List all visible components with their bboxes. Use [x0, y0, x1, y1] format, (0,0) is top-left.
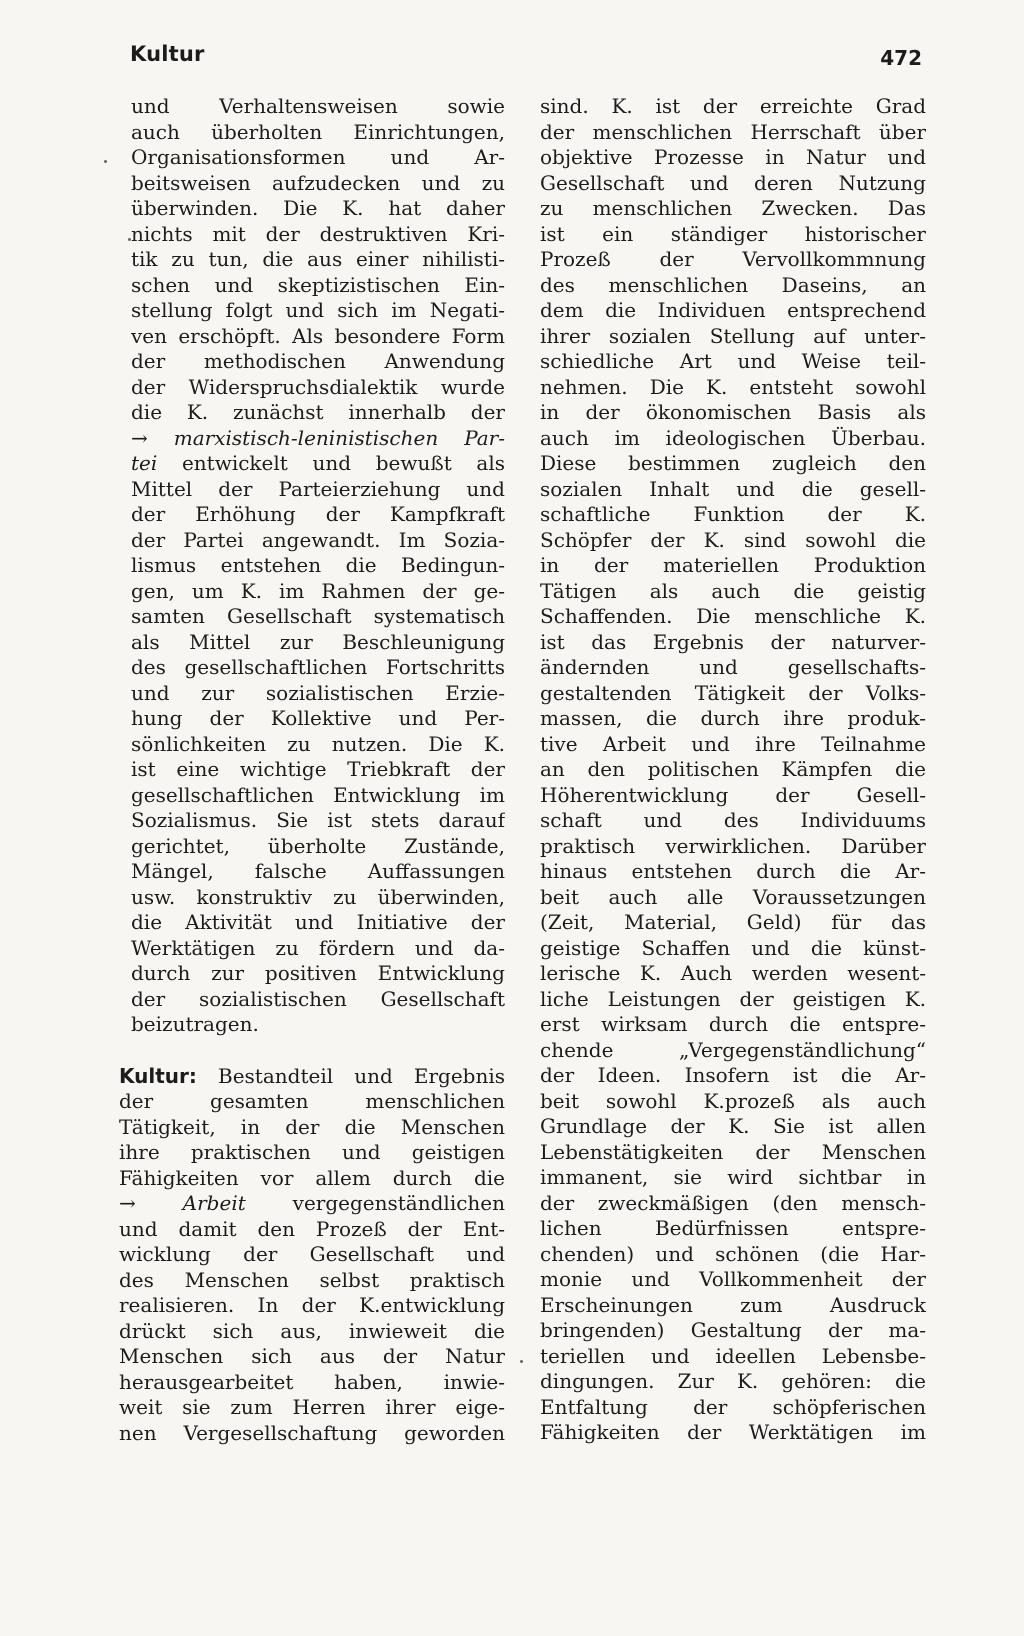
text-line: drückt sich aus, inwieweit die [119, 1318, 505, 1343]
entry-head-line [119, 1064, 505, 1090]
text-line: tive Arbeit und ihre Teilnahme [540, 731, 926, 756]
running-head: Kultur [130, 42, 205, 66]
text-line: lerische K. Auch werden wesent- [540, 961, 926, 985]
text-line: Schöpfer der K. sind sowohl die [540, 527, 926, 552]
paragraph-gap [119, 1038, 505, 1064]
text-line: lichen Bedürfnissen entspre- [540, 1216, 926, 1240]
text-line: Schaffenden. Die menschliche K. [540, 604, 926, 628]
text-line: massen, die durch ihre produk- [540, 706, 926, 730]
text-line: ist eine wichtige Triebkraft der [131, 757, 505, 781]
scan-speck [520, 1360, 523, 1363]
text-line: sönlichkeiten zu nutzen. Die K. [131, 731, 505, 756]
text-line: sozialen Inhalt und die gesell- [540, 476, 926, 501]
text-line: nichts mit der destruktiven Kri- [131, 221, 505, 246]
text-line: Grundlage der K. Sie ist allen [540, 1114, 926, 1138]
text-line: Fähigkeiten vor allem durch die [119, 1165, 505, 1190]
text-line: der Erhöhung der Kampfkraft [131, 502, 505, 526]
text-line: der Partei angewandt. Im Sozia- [131, 527, 505, 552]
text-line: Menschen sich aus der Natur [119, 1344, 505, 1368]
crossref-line [119, 426, 505, 452]
text-line: gestaltenden Tätigkeit der Volks- [540, 680, 926, 705]
text-line: Sozialismus. Sie ist stets darauf [131, 808, 505, 832]
page-number: 472 [880, 46, 922, 70]
text-line: Höherentwicklung der Gesell- [540, 782, 926, 807]
text-line: in der materiellen Produktion [540, 553, 926, 577]
text-line: Tätigen als auch die geistig [540, 578, 926, 603]
crossref-line [119, 451, 505, 477]
text-line: als Mittel zur Beschleunigung [131, 629, 505, 654]
text-line: die Aktivität und Initiative der [131, 910, 505, 934]
text-line: praktisch verwirklichen. Darüber [540, 833, 926, 858]
text-line: beizutragen. [131, 1012, 259, 1036]
text-line: schaftliche Funktion der K. [540, 502, 926, 526]
text-line: chende „Vergegenständlichung“ [540, 1037, 926, 1062]
text-line: chenden) und schönen (die Har- [540, 1241, 926, 1266]
text-line: dem die Individuen entsprechend [540, 298, 926, 322]
text-line: dingungen. Zur K. gehören: die [540, 1369, 926, 1393]
text-span: entwickelt und bewußt als [181, 451, 505, 475]
text-line: auch im ideologischen Überbau. [540, 425, 926, 450]
text-line: gerichtet, überholte Zustände, [131, 833, 505, 858]
text-line: lismus entstehen die Bedingun- [131, 553, 505, 577]
text-line: Mängel, falsche Auffassungen [131, 859, 505, 883]
text-line: der zweckmäßigen (den mensch- [540, 1190, 926, 1215]
text-line: Tätigkeit, in der die Menschen [119, 1114, 505, 1139]
text-line: herausgearbeitet haben, inwie- [119, 1369, 505, 1394]
scan-speck [128, 238, 131, 241]
text-line: liche Leistungen der geistigen K. [540, 986, 926, 1011]
crossref-arrow-icon: → [119, 1191, 136, 1215]
text-line: und Verhaltensweisen sowie [131, 94, 505, 118]
text-line: teriellen und ideellen Lebensbe- [540, 1343, 926, 1368]
text-line: hung der Kollektive und Per- [131, 706, 505, 730]
text-line: Fähigkeiten der Werktätigen im [540, 1420, 926, 1444]
text-line: hinaus entstehen durch die Ar- [540, 859, 926, 883]
text-span: Bestandteil und Ergebnis [218, 1063, 505, 1088]
entry-lemma: Kultur: [119, 1063, 197, 1088]
text-line: erst wirksam durch die entspre- [540, 1012, 926, 1036]
text-line: ist ein ständiger historischer [540, 221, 926, 246]
text-line: und zur sozialistischen Erzie- [131, 680, 505, 705]
text-line: gesellschaftlichen Entwicklung im [131, 782, 505, 807]
text-span: vergegenständlichen [292, 1191, 505, 1215]
text-line: und damit den Prozeß der Ent- [119, 1216, 505, 1241]
text-line: der Widerspruchsdialektik wurde [131, 374, 505, 399]
text-line: nehmen. Die K. entsteht sowohl [540, 374, 926, 399]
text-line: stellung folgt und sich im Negati- [131, 298, 505, 322]
text-line: nen Vergesellschaftung geworden [119, 1420, 505, 1445]
text-line: beit auch alle Voraussetzungen [540, 884, 926, 909]
crossref-link[interactable]: marxistisch-leninistischen Par- [173, 425, 505, 450]
text-line: an den politischen Kämpfen die [540, 757, 926, 781]
text-line: schen und skeptizistischen Ein- [131, 272, 505, 297]
text-line: monie und Vollkommenheit der [540, 1267, 926, 1291]
crossref-link[interactable]: tei [131, 451, 158, 475]
text-line: ihre praktischen und geistigen [119, 1140, 505, 1164]
text-line: der menschlichen Herrschaft über [540, 119, 926, 144]
text-line: beitsweisen aufzudecken und zu [131, 170, 505, 195]
text-line: ihrer sozialen Stellung auf unter- [540, 323, 926, 348]
text-line: beit sowohl K.prozeß als auch [540, 1088, 926, 1113]
text-line: in der ökonomischen Basis als [540, 400, 926, 424]
text-line: wicklung der Gesellschaft und [119, 1242, 505, 1266]
crossref-link[interactable]: Arbeit [182, 1191, 246, 1215]
text-line: Gesellschaft und deren Nutzung [540, 170, 926, 195]
text-line: Diese bestimmen zugleich den [540, 451, 926, 475]
scan-speck [104, 160, 107, 163]
text-line: der sozialistischen Gesellschaft [131, 986, 505, 1011]
crossref-line [119, 1191, 505, 1217]
text-line: samten Gesellschaft systematisch [131, 604, 505, 628]
text-line: der Ideen. Insofern ist die Ar- [540, 1063, 926, 1087]
text-line: zu menschlichen Zwecken. Das [540, 196, 926, 220]
text-line: weit sie zum Herren ihrer eige- [119, 1395, 505, 1419]
text-line: gen, um K. im Rahmen der ge- [131, 578, 505, 603]
text-line: des menschlichen Daseins, an [540, 272, 926, 297]
text-line: Organisationsformen und Ar- [131, 145, 505, 169]
text-line: usw. konstruktiv zu überwinden, [131, 884, 505, 909]
text-line: auch überholten Einrichtungen, [131, 119, 505, 144]
right-column [540, 94, 926, 1446]
text-line: des gesellschaftlichen Fortschritts [131, 655, 505, 679]
text-line: der methodischen Anwendung [131, 349, 505, 373]
text-line: Entfaltung der schöpferischen [540, 1394, 926, 1419]
text-line: (Zeit, Material, Geld) für das [540, 910, 926, 934]
text-line: Prozeß der Vervollkommnung [540, 247, 926, 271]
text-line: durch zur positiven Entwicklung [131, 961, 505, 985]
text-line: ändernden und gesellschafts- [540, 655, 926, 679]
text-line: Werktätigen zu fördern und da- [131, 935, 505, 960]
text-line: Erscheinungen zum Ausdruck [540, 1292, 926, 1317]
text-line: des Menschen selbst praktisch [119, 1267, 505, 1292]
text-line: ven erschöpft. Als besondere Form [131, 323, 505, 348]
crossref-arrow-icon: → [131, 425, 148, 450]
text-line: ist das Ergebnis der naturver- [540, 629, 926, 654]
text-line: schiedliche Art und Weise teil- [540, 349, 926, 373]
text-line: überwinden. Die K. hat daher [131, 196, 505, 220]
text-line: bringenden) Gestaltung der ma- [540, 1318, 926, 1342]
text-line: geistige Schaffen und die künst- [540, 935, 926, 960]
text-line: objektive Prozesse in Natur und [540, 145, 926, 169]
text-line: immanent, sie wird sichtbar in [540, 1165, 926, 1189]
text-line: Mittel der Parteierziehung und [131, 476, 505, 501]
text-line: sind. K. ist der erreichte Grad [540, 94, 926, 118]
text-line: die K. zunächst innerhalb der [131, 400, 505, 424]
text-line: realisieren. In der K.entwicklung [119, 1293, 505, 1317]
text-line: tik zu tun, die aus einer nihilisti- [131, 247, 505, 271]
left-column [119, 94, 505, 1446]
text-line: Lebenstätigkeiten der Menschen [540, 1139, 926, 1164]
text-line: schaft und des Individuums [540, 808, 926, 832]
text-line: der gesamten menschlichen [119, 1089, 505, 1113]
